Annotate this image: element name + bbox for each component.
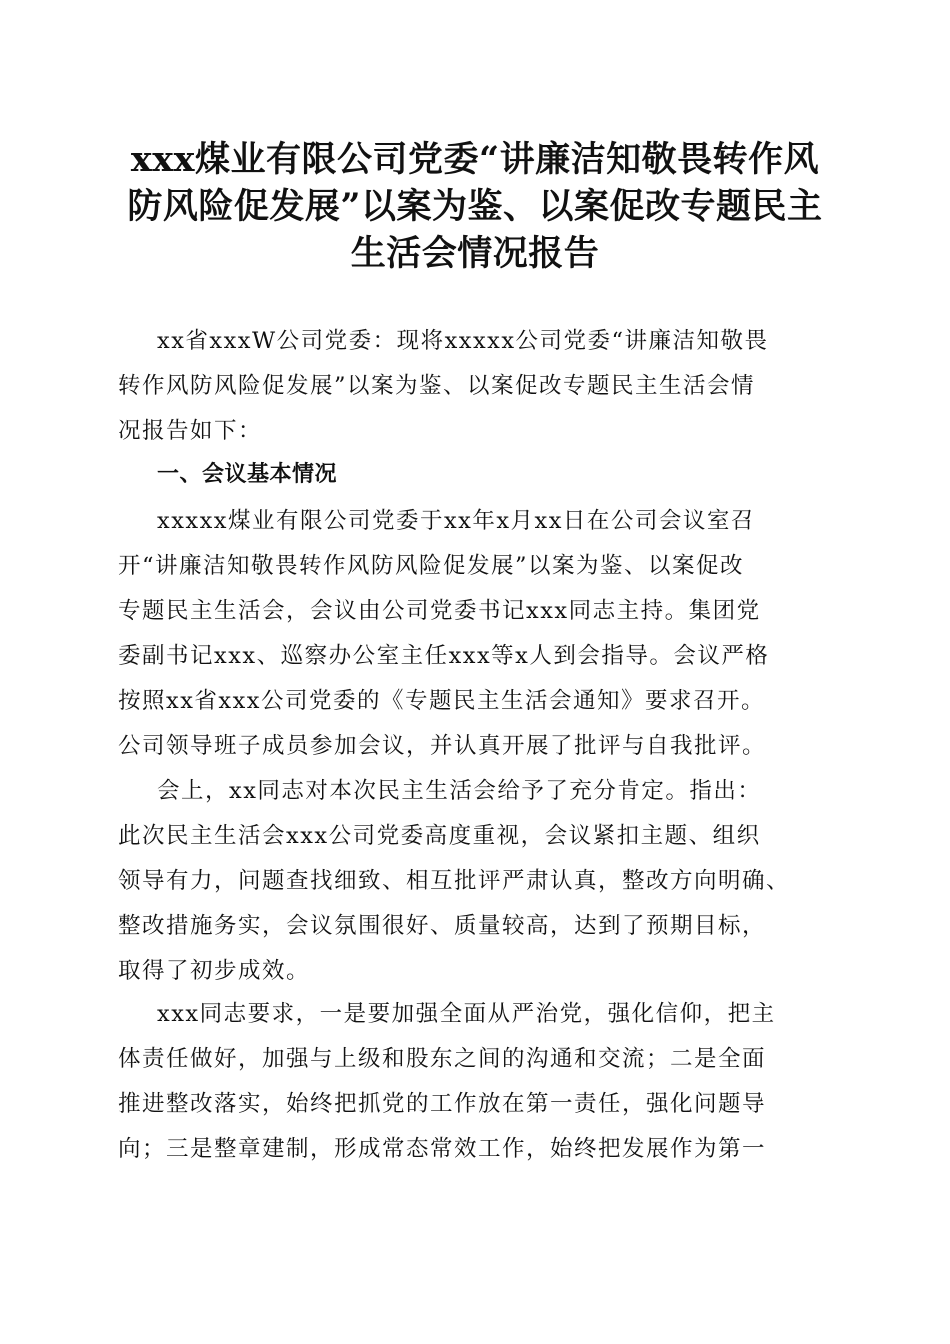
- section-heading: 一、会议基本情况: [157, 462, 338, 487]
- text-line: 此次民主生活会xxx公司党委高度重视，会议紧扣主题、组织: [118, 823, 761, 849]
- text-line: 专题民主生活会，会议由公司党委书记xxx同志主持。集团党: [118, 598, 761, 624]
- text-line: 况报告如下：: [118, 418, 263, 444]
- text-line: 体责任做好，加强与上级和股东之间的沟通和交流；二是全面: [118, 1046, 767, 1072]
- intro-paragraph: [118, 319, 830, 454]
- text-line: xxx同志要求，一是要加强全面从严治党，强化信仰，把主: [157, 1001, 776, 1027]
- text-line: 开“讲廉洁知敬畏转作风防风险促发展”以案为鉴、以案促改: [118, 553, 745, 579]
- text-line: xxxxx煤业有限公司党委于xx年x月xx日在公司会议室召: [157, 508, 755, 534]
- text-line: 转作风防风险促发展”以案为鉴、以案促改专题民主生活会情: [118, 373, 756, 399]
- text-line: 推进整改落实，始终把抓党的工作放在第一责任，强化问题导: [118, 1091, 767, 1117]
- text-line: 会上，xx同志对本次民主生活会给予了充分肯定。指出：: [157, 778, 762, 804]
- text-line: 向；三是整章建制，形成常态常效工作，始终把发展作为第一: [118, 1136, 767, 1162]
- text-line: 公司领导班子成员参加会议，并认真开展了批评与自我批评。: [118, 733, 767, 759]
- title-line: 防风险促发展”以案为鉴、以案促改专题民主: [127, 186, 823, 227]
- text-line: 委副书记xxx、巡察办公室主任xxx等x人到会指导。会议严格: [118, 643, 770, 669]
- title-line: xxx煤业有限公司党委“讲廉洁知敬畏转作风: [130, 139, 820, 180]
- requirements-paragraph: [118, 992, 830, 1172]
- meeting-paragraph: [118, 499, 830, 769]
- text-line: 取得了初步成效。: [118, 958, 311, 984]
- text-line: 整改措施务实，会议氛围很好、质量较高，达到了预期目标，: [118, 913, 767, 939]
- text-line: 领导有力，问题查找细致、相互批评严肃认真，整改方向明确、: [118, 868, 791, 894]
- text-line: 按照xx省xxx公司党委的《专题民主生活会通知》要求召开。: [118, 688, 765, 714]
- text-line: xx省xxxW公司党委：现将xxxxx公司党委“讲廉洁知敬畏: [157, 328, 769, 354]
- title-line: 生活会情况报告: [350, 233, 600, 274]
- evaluation-paragraph: [118, 769, 830, 994]
- document-title: [110, 136, 840, 277]
